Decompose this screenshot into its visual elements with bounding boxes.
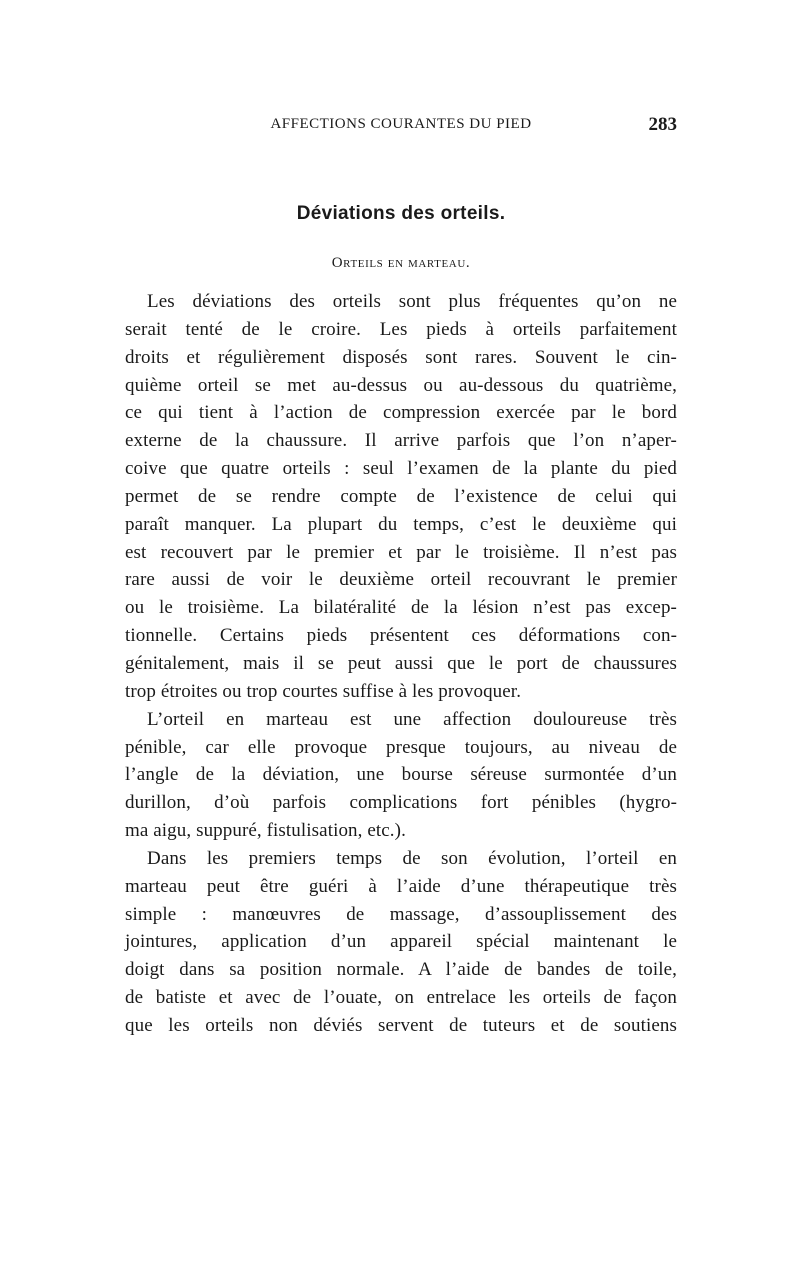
paragraph-3 xyxy=(125,845,677,1040)
text-line: droits et régulièrement disposés sont rares. Souvent le cin- xyxy=(125,346,677,368)
text-line: coive que quatre orteils : seul l’examen de la plante du pied xyxy=(125,458,677,480)
text-line: quième orteil se met au-dessus ou au-dessous du quatrième, xyxy=(125,374,677,396)
text-line: durillon, d’où parfois complications fort pénibles (hygro- xyxy=(125,792,677,814)
body-text xyxy=(125,288,677,1040)
text-line: rare aussi de voir le deuxième orteil recouvrant le premier xyxy=(125,569,677,591)
text-line: l’angle de la déviation, une bourse séreuse surmontée d’un xyxy=(125,764,677,786)
text-line: ce qui tient à l’action de compression exercée par le bord xyxy=(125,402,677,424)
text-line: permet de se rendre compte de l’existence de celui qui xyxy=(125,485,677,507)
text-line: Dans les premiers temps de son évolution, l’orteil en xyxy=(147,847,677,869)
text-line: ou le troisième. La bilatéralité de la lésion n’est pas excep- xyxy=(125,597,677,619)
text-line: jointures, application d’un appareil spécial maintenant le xyxy=(125,931,677,953)
text-line: Les déviations des orteils sont plus fréquentes qu’on ne xyxy=(147,291,677,312)
text-line: L’orteil en marteau est une affection douloureuse très xyxy=(147,708,677,730)
running-header xyxy=(125,114,677,136)
text-line: paraît manquer. La plupart du temps, c’est le deuxième qui xyxy=(125,513,677,535)
section-title: Déviations des orteils. xyxy=(296,203,506,224)
text-line: pénible, car elle provoque presque toujours, au niveau de xyxy=(125,736,677,758)
subsection-title: Orteils en marteau. xyxy=(331,255,471,271)
paragraph-1 xyxy=(125,288,677,706)
text-line: génitalement, mais il se peut aussi que le port de chaussures xyxy=(125,652,677,674)
text-line: doigt dans sa position normale. A l’aide de bandes de toile, xyxy=(125,959,677,981)
page-number: 283 xyxy=(648,114,677,135)
text-line: externe de la chaussure. Il arrive parfois que l’on n’aper- xyxy=(125,430,677,452)
text-line: de batiste et avec de l’ouate, on entrelace les orteils de façon xyxy=(125,987,677,1009)
text-line: trop étroites ou trop courtes suffise à les provoquer. xyxy=(125,680,522,702)
text-line: que les orteils non déviés servent de tuteurs et de soutiens xyxy=(125,1014,677,1036)
text-line: ma aigu, suppuré, fistulisation, etc.). xyxy=(125,820,406,842)
text-line: simple : manœuvres de massage, d’assouplissement des xyxy=(125,903,677,925)
text-line: tionnelle. Certains pieds présentent ces déformations con- xyxy=(125,625,677,647)
text-line: serait tenté de le croire. Les pieds à orteils parfaitement xyxy=(125,318,677,340)
text-line: est recouvert par le premier et par le troisième. Il n’est pas xyxy=(125,541,677,563)
paragraph-2 xyxy=(125,706,677,845)
running-title: AFFECTIONS COURANTES DU PIED xyxy=(270,116,532,132)
text-line: marteau peut être guéri à l’aide d’une thérapeutique très xyxy=(125,875,677,897)
